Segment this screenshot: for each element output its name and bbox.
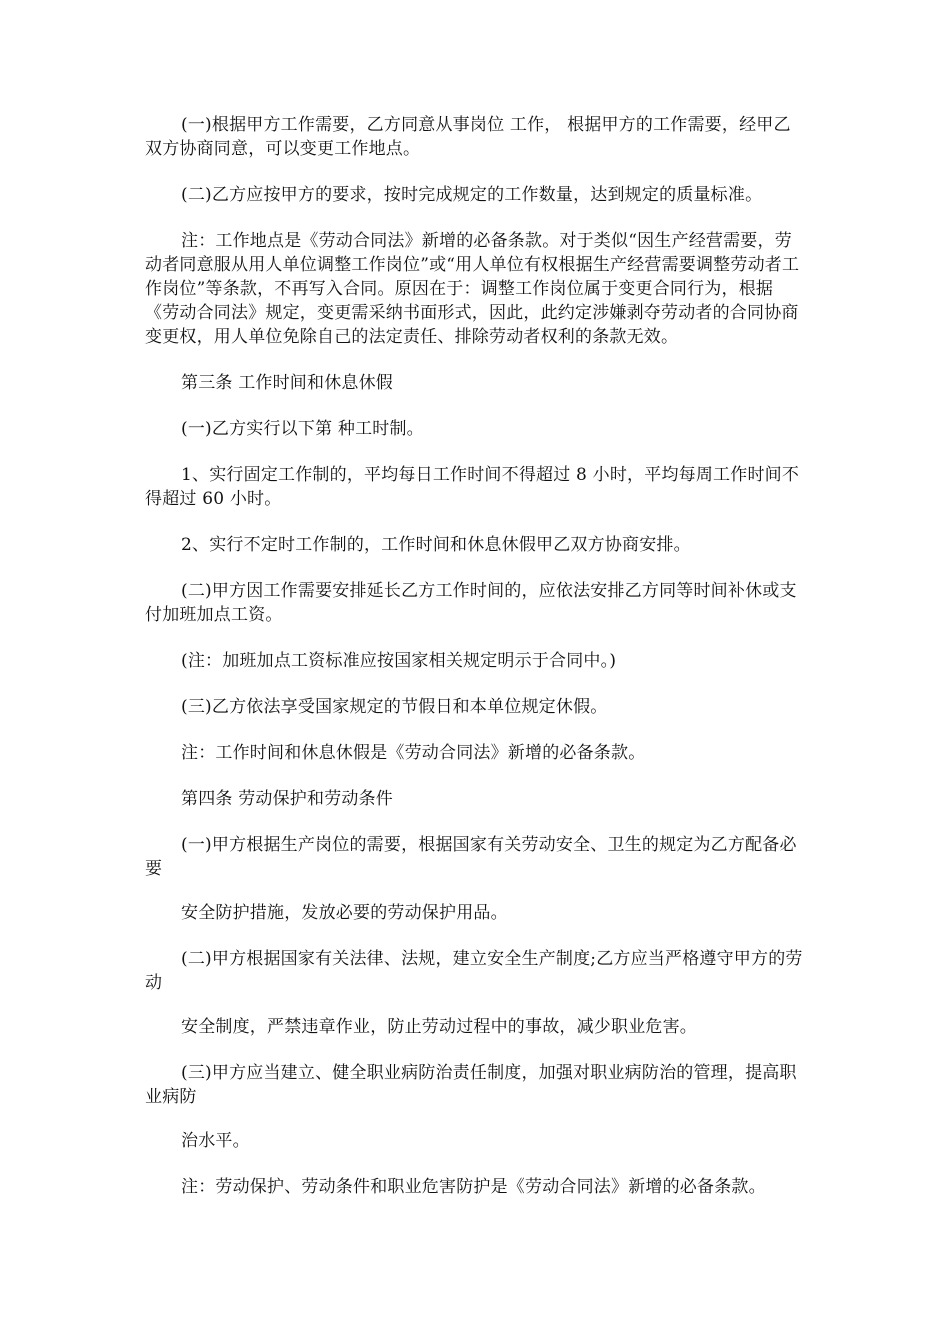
paragraph-protective-equipment: (一)甲方根据生产岗位的需要，根据国家有关劳动安全、卫生的规定为乙方配备必要 <box>145 835 797 879</box>
paragraph-work-location-change: (一)根据甲方工作需要，乙方同意从事岗位 工作， 根据甲方的工作需要，经甲乙双方协商同意，可以变更工作地点。 <box>145 115 791 159</box>
paragraph-note-working-time: 注：工作时间和休息休假是《劳动合同法》新增的必备条款。 <box>181 743 646 763</box>
paragraph-protective-equipment-cont: 安全防护措施，发放必要的劳动保护用品。 <box>181 903 508 923</box>
paragraph-flexible-hours: 2、实行不定时工作制的，工作时间和休息休假甲乙双方协商安排。 <box>181 535 691 555</box>
paragraph-fixed-hours: 1、实行固定工作制的，平均每日工作时间不得超过 8 小时，平均每周工作时间不得超过 60 小时。 <box>145 465 800 509</box>
article-four-heading: 第四条 劳动保护和劳动条件 <box>181 789 394 809</box>
document-body <box>145 113 805 1221</box>
paragraph-safety-system: (二)甲方根据国家有关法律、法规，建立安全生产制度;乙方应当严格遵守甲方的劳动 <box>145 949 803 993</box>
paragraph-note-work-location: 注：工作地点是《劳动合同法》新增的必备条款。对于类似“因生产经营需要，劳动者同意服从用人单位调整工作岗位”或“用人单位有权根据生产经营需要调整劳动者工作岗位”等条款，不再写入合同。原因在于：调整工作岗位属于变更合同行为，根据《劳动合同法》规定，变更需采纳书面形式，因此，此约定涉嫌剥夺劳动者的合同协商变更权，用人单位免除自己的法定责任、排除劳动者权利的条款无效。 <box>145 231 800 347</box>
paragraph-note-labor-protection: 注：劳动保护、劳动条件和职业危害防护是《劳动合同法》新增的必备条款。 <box>181 1177 766 1197</box>
paragraph-safety-system-cont: 安全制度，严禁违章作业，防止劳动过程中的事故，减少职业危害。 <box>181 1017 697 1037</box>
paragraph-overtime-note: (注：加班加点工资标准应按国家相关规定明示于合同中。) <box>181 651 617 671</box>
paragraph-holidays: (三)乙方依法享受国家规定的节假日和本单位规定休假。 <box>181 697 608 717</box>
paragraph-overtime: (二)甲方因工作需要安排延长乙方工作时间的，应依法安排乙方同等时间补休或支付加班加点工资。 <box>145 581 797 625</box>
paragraph-occupational-disease: (三)甲方应当建立、健全职业病防治责任制度，加强对职业病防治的管理，提高职业病防 <box>145 1063 797 1107</box>
paragraph-work-quality: (二)乙方应按甲方的要求，按时完成规定的工作数量，达到规定的质量标准。 <box>181 185 763 205</box>
article-three-heading: 第三条 工作时间和休息休假 <box>181 373 394 393</box>
paragraph-occupational-disease-cont: 治水平。 <box>181 1131 250 1151</box>
paragraph-work-hour-system: (一)乙方实行以下第 种工时制。 <box>181 419 424 439</box>
